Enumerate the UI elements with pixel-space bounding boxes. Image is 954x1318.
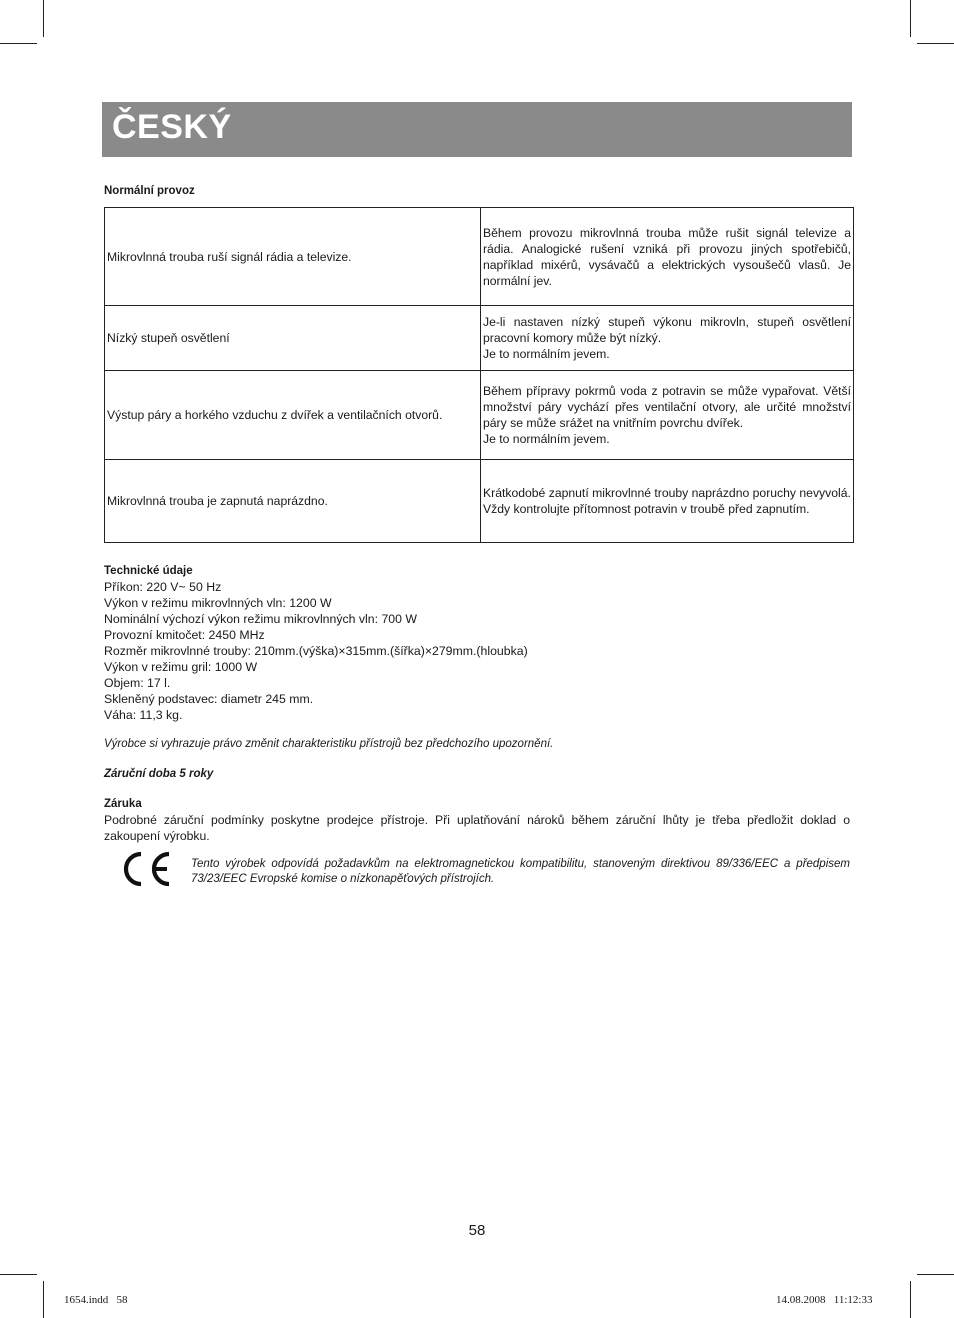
spec-line: Rozměr mikrovlnné trouby: 210mm.(výška)×315mm.(šířka)×279mm.(hloubka) — [104, 644, 528, 658]
spec-line: Váha: 11,3 kg. — [104, 708, 183, 722]
normal-operation-heading: Normální provoz — [104, 185, 195, 197]
warranty-heading: Záruka — [104, 798, 142, 810]
spec-line: Výkon v režimu mikrovlnných vln: 1200 W — [104, 596, 332, 610]
table-row — [105, 460, 854, 543]
spec-line: Výkon v režimu gril: 1000 W — [104, 660, 258, 674]
normal-operation-table — [104, 207, 854, 543]
crop-mark — [910, 1281, 911, 1318]
symptom-cell: Mikrovlnná trouba ruší signál rádia a televize. — [105, 208, 481, 306]
spec-line: Skleněný podstavec: diametr 245 mm. — [104, 692, 314, 706]
disclaimer: Výrobce si vyhrazuje právo změnit charakteristiku přístrojů bez předchozího upozornění. — [104, 738, 554, 750]
footer-file: 1654.indd 58 — [64, 1294, 128, 1306]
warranty-period: Záruční doba 5 roky — [104, 768, 214, 780]
crop-mark — [917, 43, 954, 44]
crop-mark — [910, 0, 911, 37]
spec-line: Příkon: 220 V~ 50 Hz — [104, 580, 222, 594]
explanation-cell: Během přípravy pokrmů voda z potravin se může vypařovat. Větší množství páry vychází přes ventilační otvory, ale určité množství páry se může srážet na vnitřním povrchu dvířek. Je to normálním jevem. — [481, 371, 854, 460]
ce-compliance-text: Tento výrobek odpovídá požadavkům na elektromagnetickou kompatibilitu, stanoveným direktivou 89/336/EEC a předpisem 73/23/EEC Evropské komise o nízkonapěťových přístrojích. — [191, 858, 850, 885]
spec-line: Provozní kmitočet: 2450 MHz — [104, 628, 265, 642]
footer-timestamp: 14.08.2008 11:12:33 — [776, 1294, 873, 1306]
symptom-cell: Nízký stupeň osvětlení — [105, 306, 481, 371]
page-number: 58 — [468, 1222, 486, 1239]
crop-mark — [43, 0, 44, 37]
crop-mark — [0, 43, 37, 44]
explanation-cell: Během provozu mikrovlnná trouba může rušit signál televize a rádia. Analogické rušení vzniká při provozu jiných spotřebičů, například mixérů, vysávačů a elektrických vysoušečů vlasů. Je normální jev. — [481, 208, 854, 306]
explanation-cell: Je-li nastaven nízký stupeň výkonu mikrovln, stupeň osvětlení pracovní komory může být nízký. Je to normálním jevem. — [481, 306, 854, 371]
spec-line: Objem: 17 l. — [104, 676, 171, 690]
crop-mark — [0, 1274, 37, 1275]
ce-mark-icon — [122, 850, 174, 888]
explanation-cell: Krátkodobé zapnutí mikrovlnné trouby naprázdno poruchy nevyvolá. Vždy kontrolujte přítomnost potravin v troubě před zapnutím. — [481, 460, 854, 543]
table-row — [105, 371, 854, 460]
symptom-cell: Výstup páry a horkého vzduchu z dvířek a ventilačních otvorů. — [105, 371, 481, 460]
language-banner — [102, 102, 852, 157]
technical-data-heading: Technické údaje — [104, 565, 193, 577]
spec-line: Nominální výchozí výkon režimu mikrovlnných vln: 700 W — [104, 612, 417, 626]
crop-mark — [917, 1274, 954, 1275]
table-row — [105, 306, 854, 371]
language-title: ČESKÝ — [112, 108, 232, 146]
warranty-text: Podrobné záruční podmínky poskytne prodejce přístroje. Při uplatňování nároků během záruční lhůty je třeba předložit doklad o zakoupení výrobku. — [104, 813, 850, 843]
symptom-cell: Mikrovlnná trouba je zapnutá naprázdno. — [105, 460, 481, 543]
technical-data — [104, 563, 854, 723]
crop-mark — [43, 1281, 44, 1318]
warranty-section — [104, 796, 854, 844]
table-row — [105, 208, 854, 306]
